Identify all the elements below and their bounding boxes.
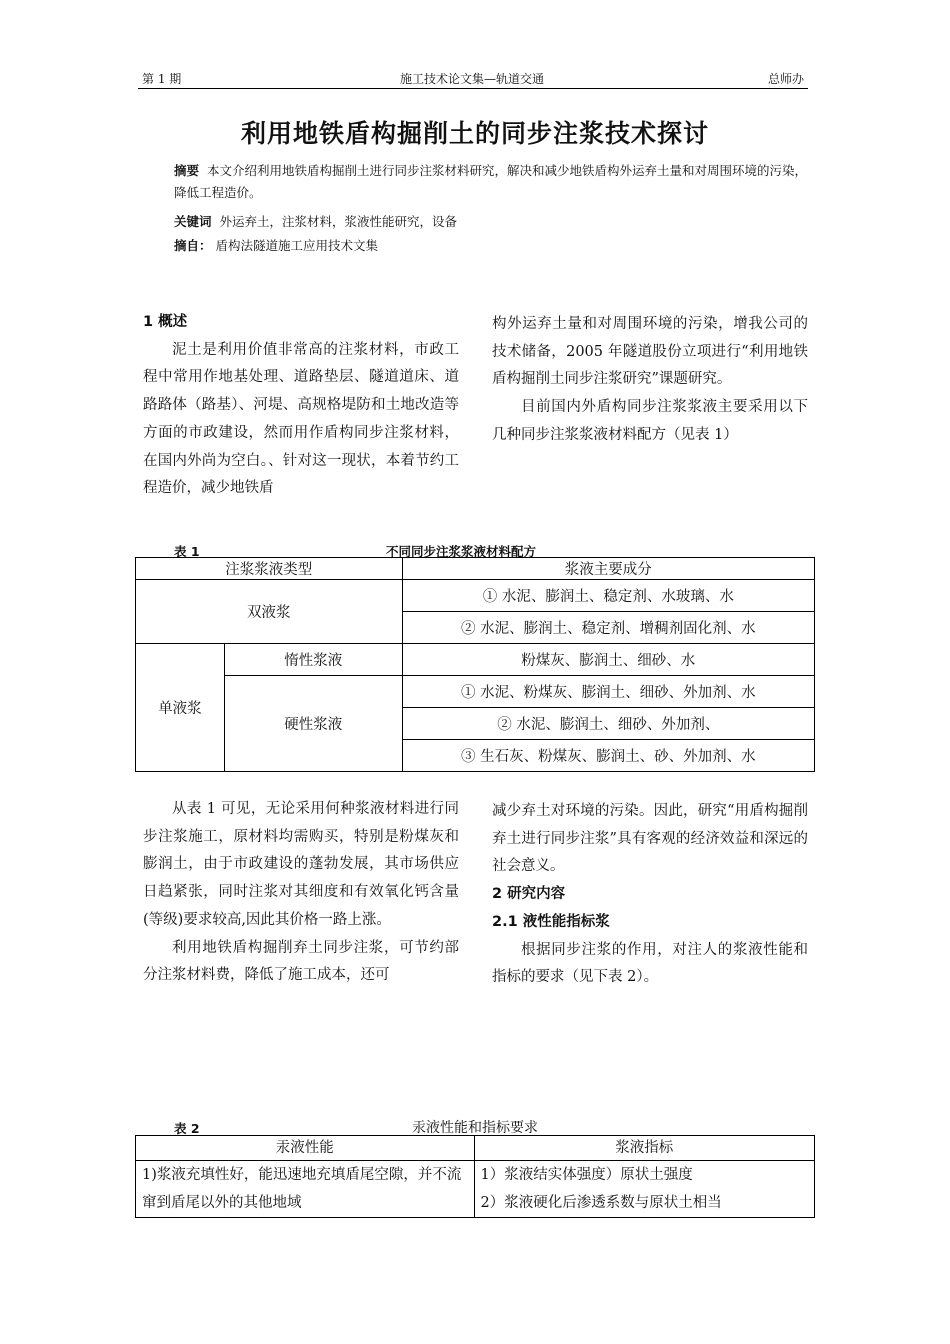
department: 总师办 — [767, 72, 804, 86]
table2 — [135, 1135, 815, 1218]
section2-heading: 2 研究内容 — [492, 886, 566, 903]
table-cell: ① 水泥、膨润土、稳定剂、水玻璃、水 — [402, 580, 814, 612]
requirements-paragraph: 根据同步注浆的作用，对注人的浆液性能和指标的要求（见下表 2）。 — [492, 941, 808, 986]
section1-left-column — [143, 309, 459, 503]
table-cell — [136, 1161, 475, 1218]
section1-paragraph2: 目前国内外盾构同步注浆浆液主要采用以下几种同步注浆浆液材料配方（见表 1） — [492, 399, 808, 443]
table-header-row — [136, 1136, 815, 1161]
abstract-label: 摘要 — [174, 163, 200, 178]
table-row — [136, 644, 815, 676]
source — [174, 235, 814, 257]
table2-col2-header: 浆液指标 — [474, 1136, 815, 1161]
table2-label: 表 2 — [174, 1121, 200, 1136]
table2-title: 汞液性能和指标要求 — [412, 1120, 538, 1136]
double-liquid-cell: 双液浆 — [136, 580, 403, 644]
table2-col1-header: 汞液性能 — [136, 1136, 475, 1161]
body-left-column — [143, 796, 459, 990]
keywords-text: 外运弃土，注浆材料，浆液性能研究，设备 — [219, 214, 457, 229]
keywords — [174, 211, 814, 233]
abstract-text: 本文介绍利用地铁盾构掘削土进行同步注浆材料研究，解决和减少地铁盾构外运弃土量和对周围环境的污染，降低工程造价。 — [174, 163, 807, 200]
table-row — [136, 676, 815, 708]
abstract — [174, 160, 814, 204]
source-label: 摘自： — [174, 238, 212, 253]
inert-slurry-cell: 惰性浆液 — [224, 644, 402, 676]
benefit-paragraph: 利用地铁盾构掘削弃土同步注浆，可节约部分注浆材料费，降低了施工成本，还可 — [143, 939, 459, 984]
single-liquid-cell: 单液浆 — [136, 644, 225, 772]
table-header-row — [136, 558, 815, 580]
section1-right-column — [492, 311, 808, 450]
running-header — [138, 70, 808, 89]
source-text: 盾构法隧道施工应用技术文集 — [215, 238, 379, 253]
journal-name: 施工技术论文集—轨道交通 — [400, 72, 545, 86]
section21-heading: 2.1 液性能指标浆 — [492, 913, 610, 930]
issue-number: 第 1 期 — [142, 72, 182, 86]
section1-paragraph1: 泥土是利用价值非常高的注浆材料，市政工程中常用作地基处理、道路垫层、隧道道床、道路路体（路基）、河堤、高规格堤防和土地改造等方面的市政建设，然而用作盾构同步注浆材料，在国内外尚为空白。、针对这一现状，本着节约工程造价，减少地铁盾 — [143, 341, 459, 497]
keywords-label: 关键词 — [174, 214, 212, 229]
table1 — [135, 557, 815, 772]
slurry-property-text: 1)浆液充填性好，能迅速地充填盾尾空隙，并不流窜到盾尾以外的其他地域 — [142, 1167, 462, 1211]
table1-title: 不同同步注浆浆液材料配方 — [386, 544, 537, 559]
section1-paragraph1-cont: 构外运弃土量和对周围环境的污染，增我公司的技术储备，2005 年隧道股份立项进行“利用地铁盾构掘削土同步注浆研究”课题研究。 — [492, 316, 808, 388]
benefit-paragraph-cont: 减少弃土对环境的污染。因此，研究“用盾构掘削弃土进行同步注浆”具有客观的经济效益和深远的社会意义。 — [492, 803, 808, 875]
table1-col1-header: 注浆浆液类型 — [136, 558, 403, 580]
table1-label: 表 1 — [174, 544, 200, 559]
table-row — [136, 1161, 815, 1218]
table-cell: ① 水泥、粉煤灰、膨润土、细砂、外加剂、水 — [402, 676, 814, 708]
table-cell: ② 水泥、膨润土、稳定剂、增稠剂固化剂、水 — [402, 612, 814, 644]
table-cell: ③ 生石灰、粉煤灰、膨润土、砂、外加剂、水 — [402, 740, 814, 772]
table-row — [136, 580, 815, 612]
page-title: 利用地铁盾构掘削土的同步注浆技术探讨 — [240, 119, 709, 148]
hard-slurry-cell: 硬性浆液 — [224, 676, 402, 772]
table-cell — [474, 1161, 815, 1218]
table-cell: 粉煤灰、膨润土、细砂、水 — [402, 644, 814, 676]
slurry-index-1: 1）浆液结实体强度）原状土强度 — [480, 1167, 693, 1183]
slurry-index-2: 2）浆液硬化后渗透系数与原状土相当 — [480, 1195, 722, 1211]
table1-col2-header: 浆液主要成分 — [402, 558, 814, 580]
analysis-paragraph: 从表 1 可见，无论采用何种浆液材料进行同步注浆施工，原材料均需购买，特别是粉煤灰和膨润土，由于市政建设的蓬勃发展，其市场供应日趋紧张，同时注浆对其细度和有效氧化钙含量(等级)要求较高,因此其价格一路上涨。 — [143, 801, 459, 928]
table-cell: ② 水泥、膨润土、细砂、外加剂、 — [402, 708, 814, 740]
body-right-column — [492, 798, 808, 992]
section1-heading: 1 概述 — [143, 314, 188, 330]
